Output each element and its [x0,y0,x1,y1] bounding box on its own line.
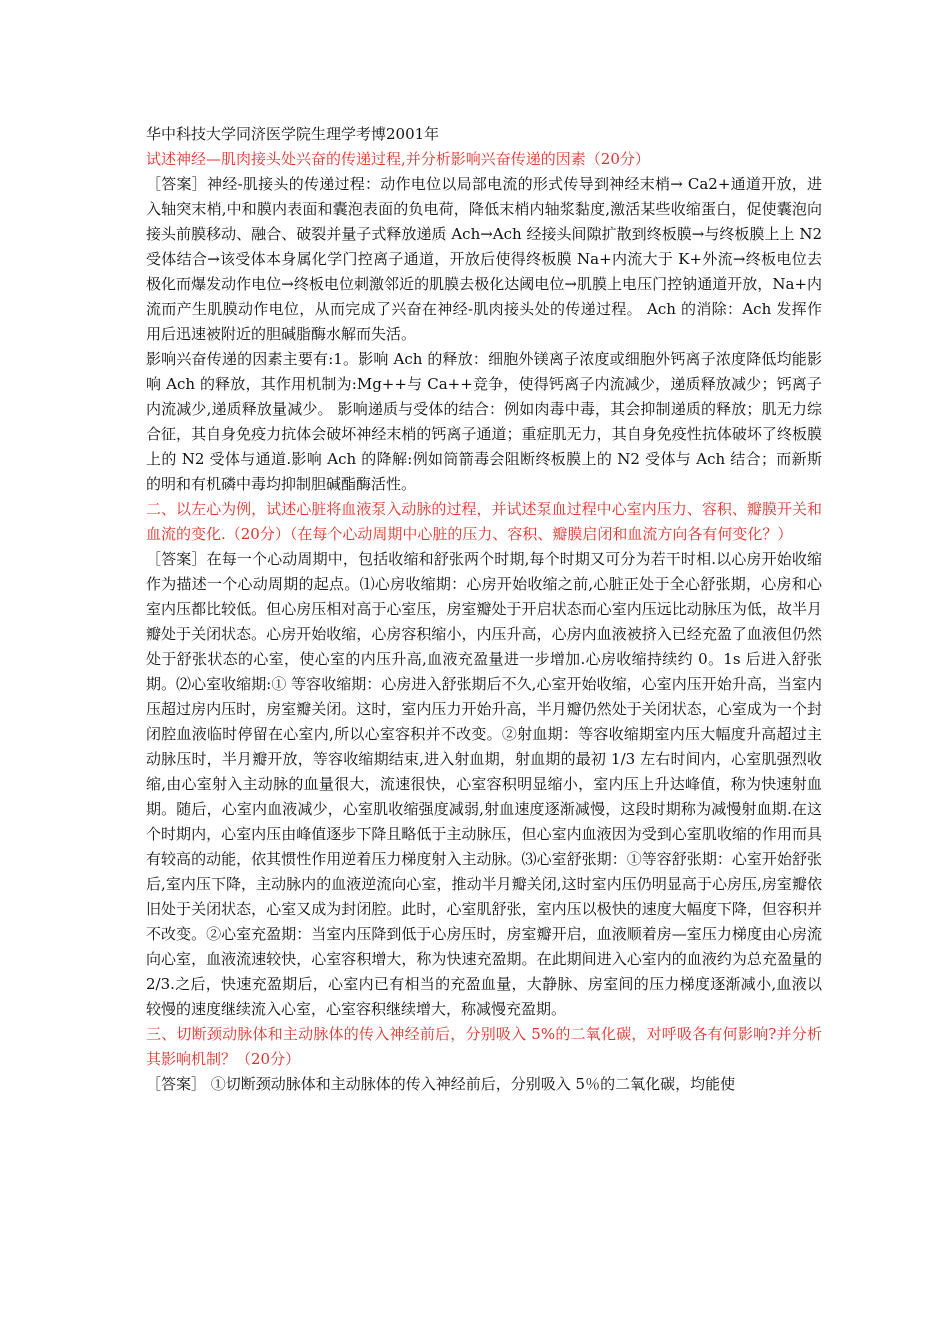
document-page [146,122,822,1097]
answer-3: ［答案］ ①切断颈动脉体和主动脉体的传入神经前后，分别吸入 5％的二氧化碳，均能使 [146,1075,736,1093]
question-2: 二、以左心为例，试述心脏将血液泵入动脉的过程，并试述泵血过程中心室内压力、容积、瓣膜开关和血流的变化.（20分）（在每个心动周期中心脏的压力、容积、瓣膜启闭和血流方向各有何变化？） [146,500,822,543]
answer-1-paragraph-1: ［答案］神经-肌接头的传递过程：动作电位以局部电流的形式传导到神经末梢→ Ca2+通道开放，进入轴突末梢,中和膜内表面和囊泡表面的负电荷，降低末梢内轴浆黏度,激活某些收缩蛋白，促使囊泡向接头前膜移动、融合、破裂并量子式释放递质 Ach→Ach 经接头间隙扩散到终板膜→与终板膜上上 N2 受体结合→该受体本身属化学门控离子通道，开放后使得终板膜 Na+内流大于 K+外流→终板电位去极化而爆发动作电位→终板电位刺激邻近的肌膜去极化达阈电位→肌膜上电压门控钠通道开放，Na+内流而产生肌膜动作电位，从而完成了兴奋在神经-肌肉接头处的传递过程。 Ach 的消除：Ach 发挥作用后迅速被附近的胆碱脂酶水解而失活。 [146,175,822,343]
question-3: 三、切断颈动脉体和主动脉体的传入神经前后，分别吸入 5%的二氧化碳，对呼吸各有何影响?并分析其影响机制？（20分） [146,1025,822,1068]
answer-2: ［答案］在每一个心动周期中，包括收缩和舒张两个时期,每个时期又可分为若干时相.以心房开始收缩作为描述一个心动周期的起点。⑴心房收缩期：心房开始收缩之前,心脏正处于全心舒张期，心房和心室内压都比较低。但心房压相对高于心室压，房室瓣处于开启状态而心室内压远比动脉压为低，故半月瓣处于关闭状态。心房开始收缩，心房容积缩小，内压升高，心房内血液被挤入已经充盈了血液但仍然处于舒张状态的心室，使心室的内压升高,血液充盈量进一步增加.心房收缩持续约 0。1s 后进入舒张期。⑵心室收缩期:① 等容收缩期：心房进入舒张期后不久,心室开始收缩，心室内压开始升高，当室内压超过房内压时，房室瓣关闭。这时，室内压力开始升高，半月瓣仍然处于关闭状态，心室成为一个封闭腔血液临时停留在心室内,所以心室容积并不改变。②射血期：等容收缩期室内压大幅度升高超过主动脉压时，半月瓣开放，等容收缩期结束,进入射血期，射血期的最初 1/3 左右时间内，心室肌强烈收缩,由心室射入主动脉的血量很大，流速很快，心室容积明显缩小，室内压上升达峰值，称为快速射血期。随后，心室内血液减少，心室肌收缩强度减弱,射血速度逐渐减慢，这段时期称为减慢射血期.在这个时期内，心室内压由峰值逐步下降且略低于主动脉压，但心室内血液因为受到心室肌收缩的作用而具有较高的动能，依其惯性作用逆着压力梯度射入主动脉。⑶心室舒张期：①等容舒张期：心室开始舒张后,室内压下降，主动脉内的血液逆流向心室，推动半月瓣关闭,这时室内压仍明显高于心房压,房室瓣依旧处于关闭状态，心室又成为封闭腔。此时，心室肌舒张，室内压以极快的速度大幅度下降，但容积并不改变。②心室充盈期：当室内压降到低于心房压时，房室瓣开启，血液顺着房—室压力梯度由心房流向心室，血液流速较快，心室容积增大，称为快速充盈期。在此期间进入心室内的血液约为总充盈量的 2/3.之后，快速充盈期后，心室内已有相当的充盈血量，大静脉、房室间的压力梯度逐渐减小,血液以较慢的速度继续流入心室，心室容积继续增大，称减慢充盈期。 [146,550,822,1018]
answer-1-paragraph-2: 影响兴奋传递的因素主要有:1。影响 Ach 的释放：细胞外镁离子浓度或细胞外钙离子浓度降低均能影响 Ach 的释放，其作用机制为:Mg++与 Ca++竞争，使得钙离子内流减少，递质释放减少；钙离子内流减少,递质释放量减少。 影响递质与受体的结合：例如肉毒中毒，其会抑制递质的释放；肌无力综合征，其自身免疫力抗体会破坏神经末梢的钙离子通道；重症肌无力，其自身免疫性抗体破坏了终板膜上的 N2 受体与通道.影响 Ach 的降解:例如筒箭毒会阻断终板膜上的 N2 受体与 Ach 结合；而新斯的明和有机磷中毒均抑制胆碱酯酶活性。 [146,350,822,493]
document-title: 华中科技大学同济医学院生理学考博2001年 [146,125,440,143]
question-1: 试述神经—肌肉接头处兴奋的传递过程,并分析影响兴奋传递的因素（20分） [146,150,650,168]
